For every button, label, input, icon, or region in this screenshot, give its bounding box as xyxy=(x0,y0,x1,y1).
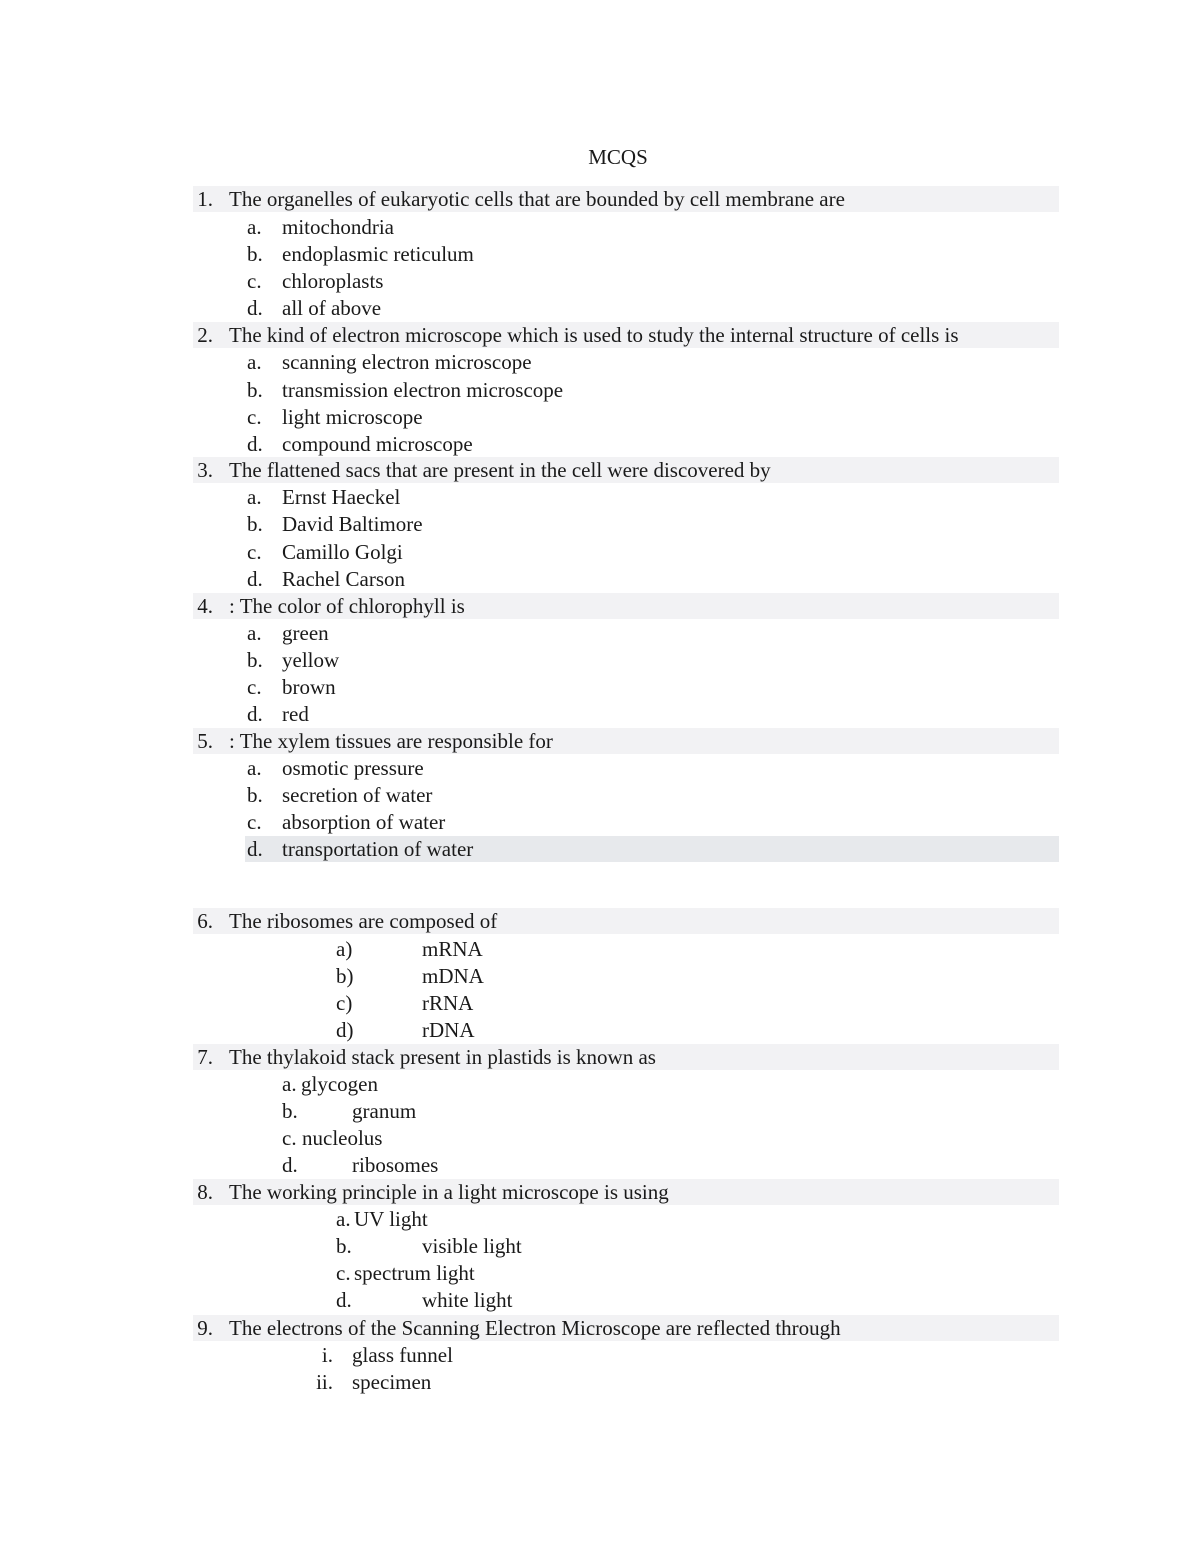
answer-option xyxy=(0,963,1059,989)
answer-option xyxy=(0,620,1059,646)
option-text: secretion of water xyxy=(282,783,433,807)
question-5 xyxy=(193,728,1059,754)
question-text: The flattened sacs that are present in the cell were discovered by xyxy=(229,458,771,482)
option-text: chloroplasts xyxy=(282,269,384,293)
option-label: a. xyxy=(247,485,262,509)
option-label: a. xyxy=(247,350,262,374)
option-text: all of above xyxy=(282,296,382,320)
question-number: 4. xyxy=(197,594,213,618)
question-text: : The xylem tissues are responsible for xyxy=(229,729,553,753)
question-number: 8. xyxy=(197,1180,213,1204)
question-text: The ribosomes are composed of xyxy=(229,909,498,933)
answer-option xyxy=(0,647,1059,673)
option-text: ribosomes xyxy=(352,1153,439,1177)
option-text: specimen xyxy=(352,1370,432,1394)
option-label: a. xyxy=(247,756,262,780)
option-text: granum xyxy=(352,1099,417,1123)
option-label: a. xyxy=(247,215,262,239)
question-7 xyxy=(193,1044,1059,1070)
answer-option xyxy=(0,1233,1059,1259)
answer-option xyxy=(0,295,1059,321)
question-8 xyxy=(193,1179,1059,1205)
question-text: The working principle in a light microscope is using xyxy=(229,1180,669,1204)
option-label: b. xyxy=(247,648,263,672)
question-text: The thylakoid stack present in plastids is known as xyxy=(229,1045,656,1069)
question-2 xyxy=(193,322,1059,348)
option-text: compound microscope xyxy=(282,432,473,456)
answer-option xyxy=(0,809,1059,835)
option-label: c. xyxy=(282,1126,297,1150)
question-number: 1. xyxy=(197,187,213,211)
answer-option xyxy=(0,782,1059,808)
option-label: c. xyxy=(247,269,262,293)
option-text: Rachel Carson xyxy=(282,567,406,591)
option-label: ii. xyxy=(316,1370,333,1394)
option-text: mitochondria xyxy=(282,215,394,239)
question-number: 2. xyxy=(197,323,213,347)
option-text: Ernst Haeckel xyxy=(282,485,401,509)
question-number: 9. xyxy=(197,1316,213,1340)
option-text: yellow xyxy=(282,648,340,672)
option-text: nucleolus xyxy=(302,1126,383,1150)
option-label: d. xyxy=(247,837,263,861)
option-label: a. xyxy=(336,1207,351,1231)
option-label: d. xyxy=(282,1153,298,1177)
option-label: i. xyxy=(321,1343,333,1367)
question-number: 3. xyxy=(197,458,213,482)
question-9 xyxy=(193,1315,1059,1341)
question-text: : The color of chlorophyll is xyxy=(229,594,465,618)
question-text: The electrons of the Scanning Electron Microscope are reflected through xyxy=(229,1316,841,1340)
answer-option xyxy=(0,1369,1059,1395)
option-label: a) xyxy=(336,937,353,961)
answer-option xyxy=(0,1017,1059,1043)
answer-option xyxy=(0,431,1059,457)
answer-option xyxy=(0,539,1059,565)
option-label: c. xyxy=(247,675,262,699)
option-label: c. xyxy=(247,540,262,564)
answer-option xyxy=(0,1287,1059,1313)
option-label: c. xyxy=(336,1261,351,1285)
answer-option xyxy=(0,214,1059,240)
option-text: mRNA xyxy=(422,937,483,961)
option-label: b. xyxy=(282,1099,298,1123)
option-text: transportation of water xyxy=(282,837,474,861)
option-text: scanning electron microscope xyxy=(282,350,532,374)
question-4 xyxy=(193,593,1059,619)
answer-option xyxy=(0,1260,1059,1286)
answer-option xyxy=(0,404,1059,430)
option-text: green xyxy=(282,621,329,645)
option-label: c. xyxy=(247,405,262,429)
option-label: d. xyxy=(247,702,263,726)
option-text: light microscope xyxy=(282,405,423,429)
answer-option xyxy=(0,1125,1059,1151)
option-text: white light xyxy=(422,1288,513,1312)
option-text: brown xyxy=(282,675,336,699)
answer-option xyxy=(0,674,1059,700)
option-text: glycogen xyxy=(301,1072,378,1096)
question-6 xyxy=(193,908,1059,934)
answer-option xyxy=(0,1342,1059,1368)
question-number: 7. xyxy=(197,1045,213,1069)
option-text: rRNA xyxy=(422,991,474,1015)
option-text: rDNA xyxy=(422,1018,475,1042)
answer-option xyxy=(0,566,1059,592)
question-1 xyxy=(193,186,1059,212)
option-text: glass funnel xyxy=(352,1343,453,1367)
option-text: mDNA xyxy=(422,964,484,988)
option-label: b. xyxy=(247,378,263,402)
option-text: transmission electron microscope xyxy=(282,378,564,402)
answer-option xyxy=(0,511,1059,537)
option-label: b. xyxy=(336,1234,352,1258)
option-label: d) xyxy=(336,1018,354,1042)
option-text: red xyxy=(282,702,309,726)
answer-option xyxy=(0,377,1059,403)
option-label: b. xyxy=(247,512,263,536)
option-label: b. xyxy=(247,783,263,807)
option-label: d. xyxy=(247,296,263,320)
answer-option xyxy=(0,1098,1059,1124)
question-text: The organelles of eukaryotic cells that are bounded by cell membrane are xyxy=(229,187,845,211)
page-title: MCQS xyxy=(588,145,648,169)
option-label: d. xyxy=(247,432,263,456)
option-label: b) xyxy=(336,964,354,988)
option-label: b. xyxy=(247,242,263,266)
answer-option xyxy=(245,836,1059,862)
option-text: visible light xyxy=(422,1234,522,1258)
question-number: 5. xyxy=(197,729,213,753)
option-label: d. xyxy=(247,567,263,591)
answer-option xyxy=(0,349,1059,375)
option-label: c. xyxy=(247,810,262,834)
answer-option xyxy=(0,1206,1059,1232)
answer-option xyxy=(0,1071,1059,1097)
option-label: c) xyxy=(336,991,353,1015)
question-number: 6. xyxy=(197,909,213,933)
answer-option xyxy=(0,241,1059,267)
option-text: UV light xyxy=(354,1207,428,1231)
option-label: d. xyxy=(336,1288,352,1312)
answer-option xyxy=(0,1152,1059,1178)
option-label: a. xyxy=(247,621,262,645)
option-text: spectrum light xyxy=(354,1261,475,1285)
question-3 xyxy=(193,457,1059,483)
option-label: a. xyxy=(282,1072,297,1096)
answer-option xyxy=(0,268,1059,294)
answer-option xyxy=(0,990,1059,1016)
answer-option xyxy=(0,484,1059,510)
option-text: endoplasmic reticulum xyxy=(282,242,474,266)
option-text: osmotic pressure xyxy=(282,756,424,780)
option-text: David Baltimore xyxy=(282,512,423,536)
question-text: The kind of electron microscope which is used to study the internal structure of cells is xyxy=(229,323,959,347)
answer-option xyxy=(0,701,1059,727)
answer-option xyxy=(0,755,1059,781)
option-text: absorption of water xyxy=(282,810,446,834)
answer-option xyxy=(0,936,1059,962)
option-text: Camillo Golgi xyxy=(282,540,403,564)
